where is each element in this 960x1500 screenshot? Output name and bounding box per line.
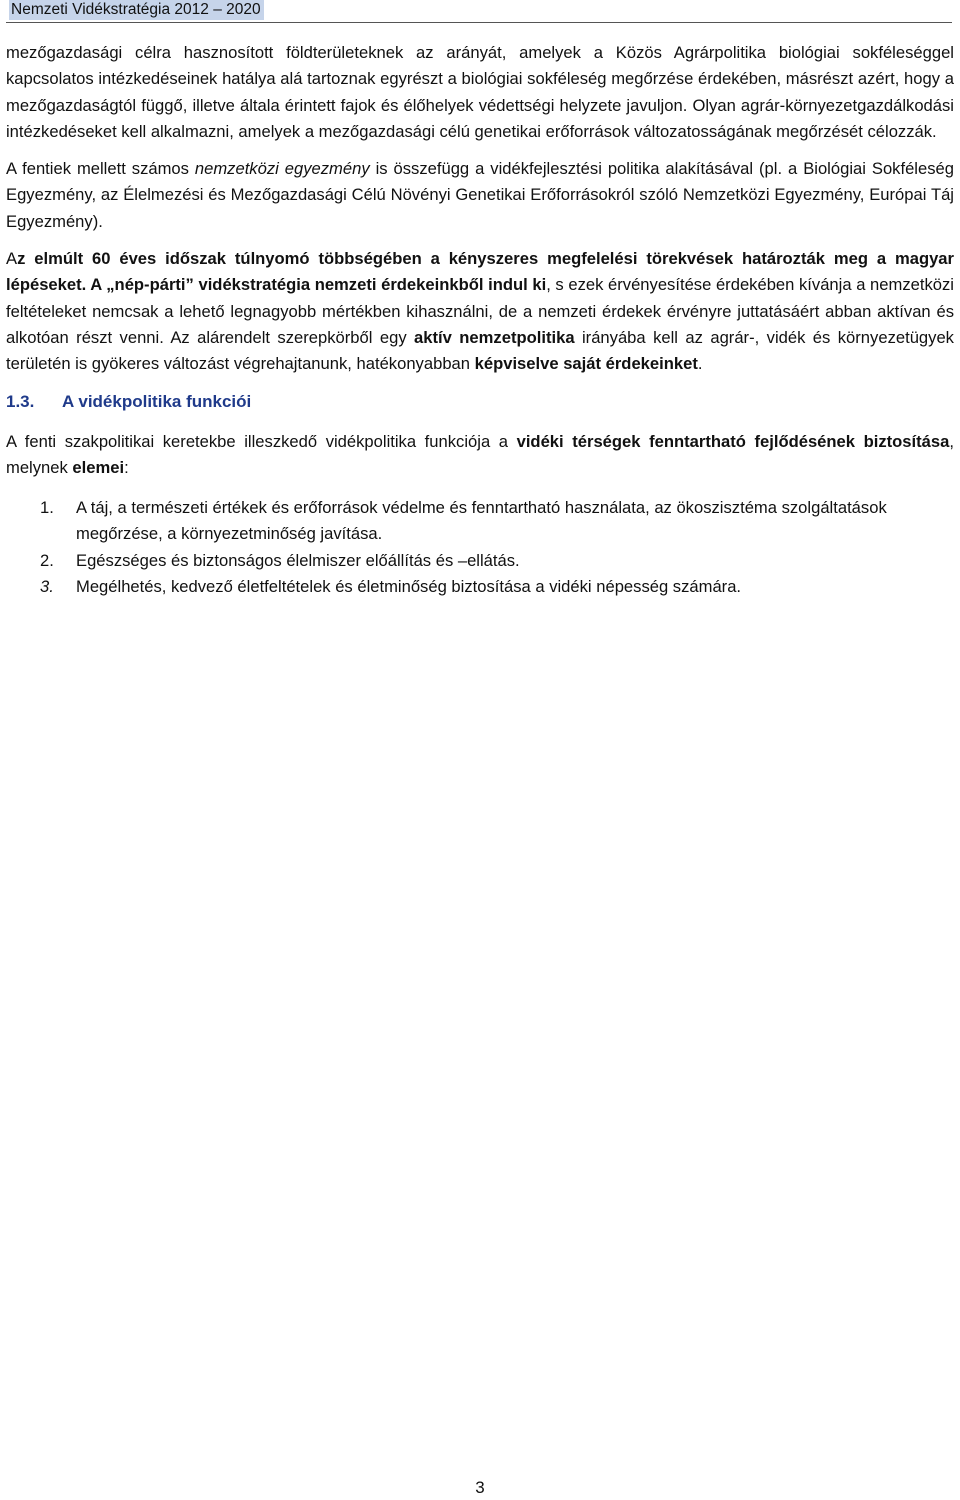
paragraph-national-policy xyxy=(6,246,954,377)
list-item-number: 2. xyxy=(40,550,54,570)
policy-bold-2: aktív nemzetpolitika xyxy=(414,327,575,347)
section-title: A vidékpolitika funkciói xyxy=(62,391,252,411)
page-header xyxy=(6,0,952,23)
policy-bold-3: képviselve saját érdekeinket xyxy=(474,354,698,374)
list-item-text: Megélhetés, kedvező életfeltételek és életminőség biztosítása a vidéki népesség számára. xyxy=(76,577,742,597)
policy-text-3: irányába kell az agrár-, vidék és környezetügyek területén is gyökeres változást végrehajtanunk, hatékonyabban xyxy=(6,327,954,374)
section-number: 1.3. xyxy=(6,391,35,411)
paragraph-international-agreements xyxy=(6,156,954,235)
header-title: Nemzeti Vidékstratégia 2012 – 2020 xyxy=(9,0,264,20)
list-item xyxy=(6,548,954,574)
functions-bold-2: elemei xyxy=(72,457,125,477)
policy-bold-1: z elmúlt 60 éves időszak túlnyomó többségében a kényszeres megfelelési törekvések határozták meg a magyar lépéseket. A „nép-párti” vidékstratégia nemzeti érdekeinkből indul ki xyxy=(6,249,954,295)
list-item-text: A táj, a természeti értékek és erőforrások védelme és fenntartható használata, az ökoszisztéma szolgáltatások megőrzése, a környezetminőség javítása. xyxy=(76,498,887,544)
functions-text-3: : xyxy=(124,457,129,477)
policy-text-2: , s ezek érvényesítése érdekében kívánja a nemzetközi feltételeket nemcsak a lehető legnagyobb mértékben kihasználni, de a nemzeti érdekek érvényre juttatásáért abban aktívan és alkotóan részt venni. Az alárendelt szerepkörből egy xyxy=(6,275,954,347)
list-item xyxy=(6,574,954,600)
section-heading xyxy=(6,389,954,415)
list-item-number: 1. xyxy=(40,498,54,518)
list-item xyxy=(6,495,954,548)
list-item-text: Egészséges és biztonságos élelmiszer előállítás és –ellátás. xyxy=(76,550,520,570)
functions-list xyxy=(6,495,954,600)
functions-text-2: , melynek xyxy=(6,431,954,477)
document-body xyxy=(6,40,954,600)
paragraph-biodiversity xyxy=(6,40,954,145)
functions-bold-1: vidéki térségek fenntartható fejlődésének biztosítása xyxy=(516,431,950,451)
paragraph-biodiversity-text-1: mezőgazdasági célra hasznosított földterületeknek az arányát, amelyek a Közös Agrárpolitika biológiai sokféleséggel kapcsolatos intézkedéseinek hatálya alá tartoznak egyrészt a biológiai sokféleség megőrzése érdekében, másrészt azért, hogy a mezőgazdaságtól függő, illetve általa érintett fajok és élőhelyek védettségi helyzete javuljon. xyxy=(6,43,954,115)
paragraph-functions xyxy=(6,429,954,482)
policy-text-1: A xyxy=(6,249,18,269)
paragraph-biodiversity-text-2: Olyan agrár-környezetgazdálkodási intézkedéseket kell alkalmazni, amelyek a mezőgazdasági célú genetikai erőforrások változatosságának megőrzését célozzák. xyxy=(6,95,954,141)
agreements-text-1: A fentiek mellett számos xyxy=(6,159,195,179)
page-number: 3 xyxy=(475,1478,485,1497)
agreements-text-2: is összefügg a vidékfejlesztési politika alakításával (pl. a Biológiai Sokféleség Egyezmény, az Élelmezési és Mezőgazdasági Célú Növényi Genetikai Erőforrásokról szóló Nemzetközi Egyezmény, Európai Táj Egyezmény). xyxy=(6,159,954,231)
list-item-number: 3. xyxy=(40,577,54,597)
functions-text-1: A fenti szakpolitikai keretekbe illeszkedő vidékpolitika funkciója a xyxy=(6,431,517,451)
agreements-italic: nemzetközi egyezmény xyxy=(194,159,370,179)
policy-text-4: . xyxy=(697,354,703,374)
